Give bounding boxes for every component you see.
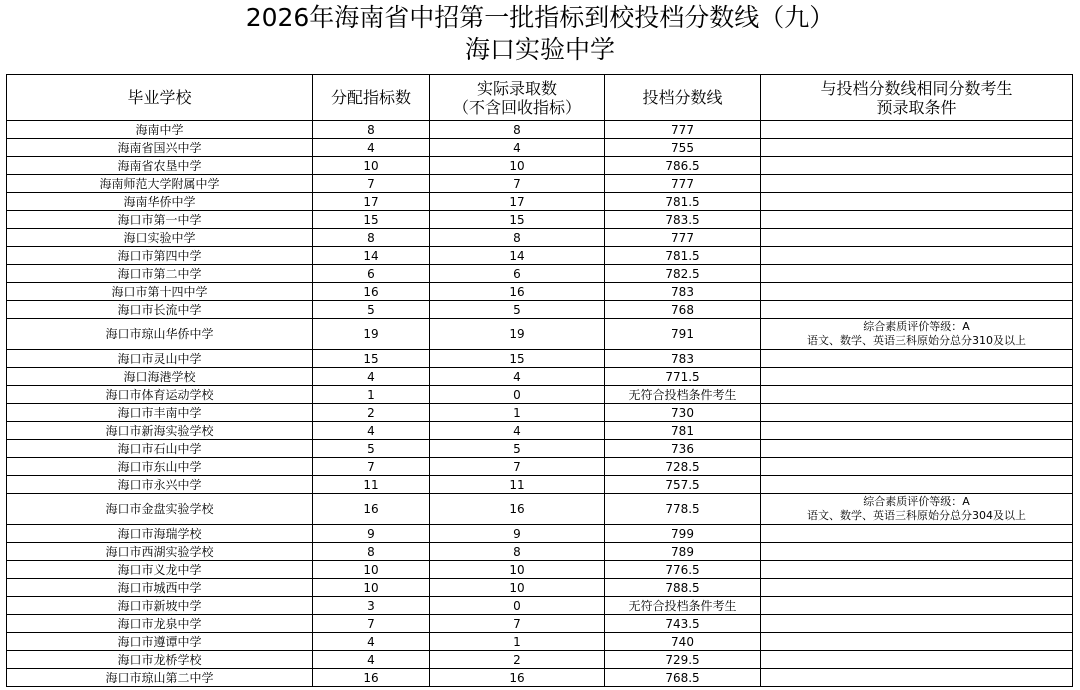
actual-cell: 4 bbox=[430, 422, 605, 440]
header-condition-line1: 与投档分数线相同分数考生 bbox=[820, 78, 1013, 98]
score-cell: 755 bbox=[605, 139, 761, 157]
score-cell: 778.5 bbox=[605, 494, 761, 525]
table-row bbox=[7, 669, 1073, 687]
quota-cell: 4 bbox=[313, 651, 430, 669]
score-cell: 730 bbox=[605, 404, 761, 422]
actual-cell: 16 bbox=[430, 669, 605, 687]
condition-cell bbox=[761, 422, 1073, 440]
header-score: 投档分数线 bbox=[605, 75, 761, 121]
actual-cell: 6 bbox=[430, 265, 605, 283]
score-cell: 782.5 bbox=[605, 265, 761, 283]
score-cell: 799 bbox=[605, 525, 761, 543]
condition-cell bbox=[761, 525, 1073, 543]
quota-cell: 10 bbox=[313, 157, 430, 175]
header-actual-line2: （不含回收指标） bbox=[452, 97, 581, 117]
condition-cell bbox=[761, 319, 1073, 350]
quota-cell: 15 bbox=[313, 211, 430, 229]
school-cell: 海口海港学校 bbox=[7, 368, 313, 386]
header-condition bbox=[761, 75, 1073, 121]
actual-cell: 14 bbox=[430, 247, 605, 265]
school-cell: 海口市石山中学 bbox=[7, 440, 313, 458]
quota-cell: 8 bbox=[313, 229, 430, 247]
actual-cell: 5 bbox=[430, 301, 605, 319]
actual-cell: 4 bbox=[430, 368, 605, 386]
score-cell: 777 bbox=[605, 175, 761, 193]
score-cell: 781.5 bbox=[605, 247, 761, 265]
table-row bbox=[7, 543, 1073, 561]
school-cell: 海口市丰南中学 bbox=[7, 404, 313, 422]
school-cell: 海口市第一中学 bbox=[7, 211, 313, 229]
condition-cell bbox=[761, 494, 1073, 525]
quota-cell: 16 bbox=[313, 669, 430, 687]
table-row bbox=[7, 494, 1073, 525]
quota-cell: 10 bbox=[313, 561, 430, 579]
table-row bbox=[7, 458, 1073, 476]
actual-cell: 7 bbox=[430, 175, 605, 193]
actual-cell: 10 bbox=[430, 579, 605, 597]
condition-cell bbox=[761, 211, 1073, 229]
table-row bbox=[7, 211, 1073, 229]
table-row bbox=[7, 229, 1073, 247]
score-cell: 777 bbox=[605, 121, 761, 139]
school-cell: 海南师范大学附属中学 bbox=[7, 175, 313, 193]
table-row bbox=[7, 651, 1073, 669]
condition-cell bbox=[761, 669, 1073, 687]
quota-cell: 8 bbox=[313, 543, 430, 561]
school-cell: 海口市龙泉中学 bbox=[7, 615, 313, 633]
table-row bbox=[7, 579, 1073, 597]
quota-cell: 9 bbox=[313, 525, 430, 543]
quota-cell: 3 bbox=[313, 597, 430, 615]
school-cell: 海口实验中学 bbox=[7, 229, 313, 247]
actual-cell: 8 bbox=[430, 229, 605, 247]
quota-cell: 8 bbox=[313, 121, 430, 139]
school-cell: 海口市第四中学 bbox=[7, 247, 313, 265]
quota-cell: 16 bbox=[313, 283, 430, 301]
table-row bbox=[7, 175, 1073, 193]
quota-cell: 7 bbox=[313, 458, 430, 476]
school-cell: 海南省农垦中学 bbox=[7, 157, 313, 175]
actual-cell: 17 bbox=[430, 193, 605, 211]
score-cell: 757.5 bbox=[605, 476, 761, 494]
score-cell: 781.5 bbox=[605, 193, 761, 211]
quota-cell: 6 bbox=[313, 265, 430, 283]
table-row bbox=[7, 139, 1073, 157]
school-cell: 海口市第十四中学 bbox=[7, 283, 313, 301]
table-row bbox=[7, 265, 1073, 283]
quota-cell: 2 bbox=[313, 404, 430, 422]
score-cell: 728.5 bbox=[605, 458, 761, 476]
score-cell: 无符合投档条件考生 bbox=[605, 597, 761, 615]
table-row bbox=[7, 525, 1073, 543]
actual-cell: 8 bbox=[430, 543, 605, 561]
quota-cell: 15 bbox=[313, 350, 430, 368]
table-row bbox=[7, 283, 1073, 301]
table-header-row bbox=[7, 75, 1073, 121]
condition-cell bbox=[761, 440, 1073, 458]
quota-cell: 5 bbox=[313, 440, 430, 458]
quota-cell: 4 bbox=[313, 633, 430, 651]
condition-cell bbox=[761, 386, 1073, 404]
condition-cell bbox=[761, 350, 1073, 368]
condition-cell bbox=[761, 121, 1073, 139]
score-cell: 768.5 bbox=[605, 669, 761, 687]
table-row bbox=[7, 319, 1073, 350]
actual-cell: 0 bbox=[430, 597, 605, 615]
score-cell: 776.5 bbox=[605, 561, 761, 579]
quota-cell: 4 bbox=[313, 422, 430, 440]
score-table bbox=[6, 74, 1073, 687]
actual-cell: 8 bbox=[430, 121, 605, 139]
actual-cell: 7 bbox=[430, 458, 605, 476]
condition-cell bbox=[761, 301, 1073, 319]
quota-cell: 10 bbox=[313, 579, 430, 597]
condition-cell bbox=[761, 633, 1073, 651]
school-cell: 海口市新坡中学 bbox=[7, 597, 313, 615]
condition-cell bbox=[761, 265, 1073, 283]
condition-cell bbox=[761, 579, 1073, 597]
table-row bbox=[7, 633, 1073, 651]
actual-cell: 10 bbox=[430, 561, 605, 579]
actual-cell: 11 bbox=[430, 476, 605, 494]
quota-cell: 4 bbox=[313, 139, 430, 157]
school-cell: 海南中学 bbox=[7, 121, 313, 139]
school-cell: 海口市灵山中学 bbox=[7, 350, 313, 368]
score-cell: 781 bbox=[605, 422, 761, 440]
actual-cell: 15 bbox=[430, 211, 605, 229]
actual-cell: 15 bbox=[430, 350, 605, 368]
condition-cell bbox=[761, 561, 1073, 579]
document-subtitle: 海口实验中学 bbox=[464, 35, 615, 64]
actual-cell: 5 bbox=[430, 440, 605, 458]
actual-cell: 9 bbox=[430, 525, 605, 543]
table-row bbox=[7, 193, 1073, 211]
quota-cell: 17 bbox=[313, 193, 430, 211]
table-row bbox=[7, 386, 1073, 404]
condition-cell bbox=[761, 458, 1073, 476]
school-cell: 海口市永兴中学 bbox=[7, 476, 313, 494]
quota-cell: 7 bbox=[313, 615, 430, 633]
table-row bbox=[7, 350, 1073, 368]
score-cell: 740 bbox=[605, 633, 761, 651]
table-row bbox=[7, 561, 1073, 579]
condition-cell bbox=[761, 247, 1073, 265]
quota-cell: 14 bbox=[313, 247, 430, 265]
school-cell: 海口市海瑞学校 bbox=[7, 525, 313, 543]
condition-line1: 综合素质评价等级：A bbox=[863, 320, 970, 333]
school-cell: 海口市义龙中学 bbox=[7, 561, 313, 579]
school-cell: 海口市东山中学 bbox=[7, 458, 313, 476]
table-row bbox=[7, 615, 1073, 633]
condition-cell bbox=[761, 368, 1073, 386]
condition-cell bbox=[761, 193, 1073, 211]
condition-cell bbox=[761, 175, 1073, 193]
actual-cell: 2 bbox=[430, 651, 605, 669]
table-row bbox=[7, 247, 1073, 265]
quota-cell: 5 bbox=[313, 301, 430, 319]
school-cell: 海口市金盘实验学校 bbox=[7, 494, 313, 525]
table-body bbox=[7, 121, 1073, 687]
score-cell: 771.5 bbox=[605, 368, 761, 386]
score-cell: 789 bbox=[605, 543, 761, 561]
school-cell: 海口市龙桥学校 bbox=[7, 651, 313, 669]
table-row bbox=[7, 121, 1073, 139]
header-actual-line1: 实际录取数 bbox=[476, 78, 557, 98]
actual-cell: 7 bbox=[430, 615, 605, 633]
condition-cell bbox=[761, 476, 1073, 494]
condition-cell bbox=[761, 615, 1073, 633]
school-cell: 海南省国兴中学 bbox=[7, 139, 313, 157]
score-cell: 743.5 bbox=[605, 615, 761, 633]
quota-cell: 16 bbox=[313, 494, 430, 525]
quota-cell: 7 bbox=[313, 175, 430, 193]
condition-cell bbox=[761, 404, 1073, 422]
score-cell: 783.5 bbox=[605, 211, 761, 229]
score-cell: 786.5 bbox=[605, 157, 761, 175]
condition-cell bbox=[761, 139, 1073, 157]
score-cell: 768 bbox=[605, 301, 761, 319]
quota-cell: 11 bbox=[313, 476, 430, 494]
school-cell: 海口市琼山华侨中学 bbox=[7, 319, 313, 350]
condition-cell bbox=[761, 283, 1073, 301]
school-cell: 海口市琼山第二中学 bbox=[7, 669, 313, 687]
actual-cell: 19 bbox=[430, 319, 605, 350]
table-row bbox=[7, 404, 1073, 422]
school-cell: 海口市长流中学 bbox=[7, 301, 313, 319]
score-cell: 788.5 bbox=[605, 579, 761, 597]
condition-cell bbox=[761, 543, 1073, 561]
table-row bbox=[7, 301, 1073, 319]
score-cell: 783 bbox=[605, 350, 761, 368]
score-cell: 729.5 bbox=[605, 651, 761, 669]
table-row bbox=[7, 157, 1073, 175]
school-cell: 海口市体育运动学校 bbox=[7, 386, 313, 404]
actual-cell: 4 bbox=[430, 139, 605, 157]
actual-cell: 16 bbox=[430, 494, 605, 525]
score-cell: 736 bbox=[605, 440, 761, 458]
condition-line2: 语文、数学、英语三科原始分总分310及以上 bbox=[807, 334, 1026, 347]
score-cell: 777 bbox=[605, 229, 761, 247]
table-row bbox=[7, 422, 1073, 440]
header-condition-line2: 预录取条件 bbox=[876, 97, 957, 117]
school-cell: 海口市城西中学 bbox=[7, 579, 313, 597]
condition-cell bbox=[761, 229, 1073, 247]
table-row bbox=[7, 597, 1073, 615]
quota-cell: 1 bbox=[313, 386, 430, 404]
score-cell: 783 bbox=[605, 283, 761, 301]
condition-cell bbox=[761, 157, 1073, 175]
condition-cell bbox=[761, 651, 1073, 669]
score-cell: 无符合投档条件考生 bbox=[605, 386, 761, 404]
table-row bbox=[7, 368, 1073, 386]
header-actual bbox=[430, 75, 605, 121]
school-cell: 海口市遵谭中学 bbox=[7, 633, 313, 651]
table-row bbox=[7, 440, 1073, 458]
condition-cell bbox=[761, 597, 1073, 615]
school-cell: 海口市西湖实验学校 bbox=[7, 543, 313, 561]
document-title: 2026年海南省中招第一批指标到校投档分数线（九） bbox=[245, 3, 835, 32]
school-cell: 海南华侨中学 bbox=[7, 193, 313, 211]
actual-cell: 1 bbox=[430, 633, 605, 651]
header-school: 毕业学校 bbox=[7, 75, 313, 121]
quota-cell: 19 bbox=[313, 319, 430, 350]
table-row bbox=[7, 476, 1073, 494]
quota-cell: 4 bbox=[313, 368, 430, 386]
actual-cell: 16 bbox=[430, 283, 605, 301]
actual-cell: 0 bbox=[430, 386, 605, 404]
header-quota: 分配指标数 bbox=[313, 75, 430, 121]
actual-cell: 10 bbox=[430, 157, 605, 175]
score-cell: 791 bbox=[605, 319, 761, 350]
condition-line2: 语文、数学、英语三科原始分总分304及以上 bbox=[807, 509, 1026, 522]
actual-cell: 1 bbox=[430, 404, 605, 422]
school-cell: 海口市第二中学 bbox=[7, 265, 313, 283]
condition-line1: 综合素质评价等级：A bbox=[863, 495, 970, 508]
school-cell: 海口市新海实验学校 bbox=[7, 422, 313, 440]
